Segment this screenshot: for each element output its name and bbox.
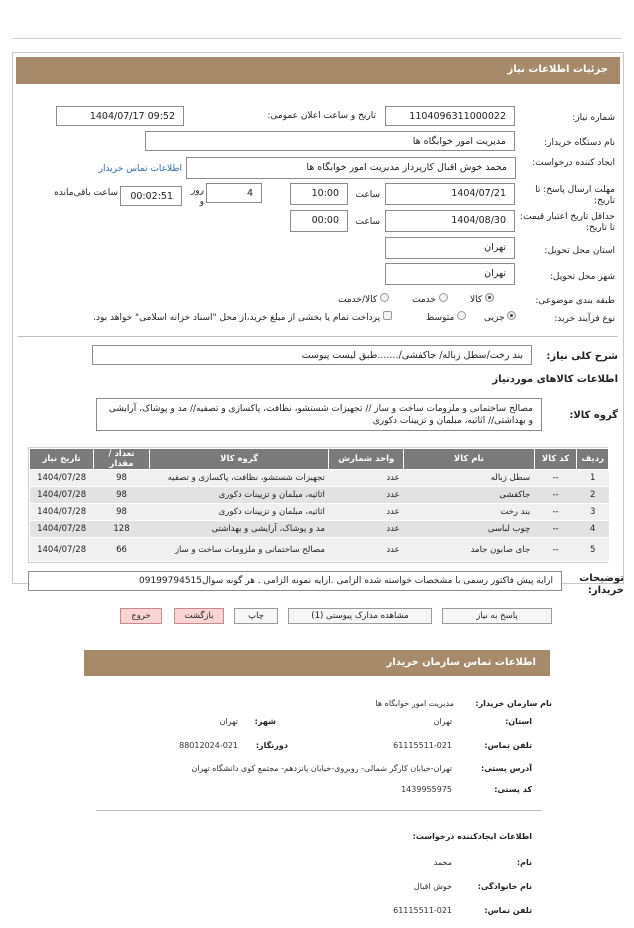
price-validity-date-field: 1404/08/30 xyxy=(385,210,515,232)
price-validity-label: حداقل تاریخ اعتبار قیمت: تا تاریخ: xyxy=(520,212,615,233)
cell-unit: عدد xyxy=(329,538,404,562)
col-header-quantity: تعداد / مقدار xyxy=(94,449,150,470)
cell-code: -- xyxy=(534,504,577,521)
cell-code: -- xyxy=(534,521,577,538)
cell-quantity: 98 xyxy=(94,504,150,521)
page-title: جزئیات اطلاعات نیاز xyxy=(16,57,620,84)
category-option-goods-service[interactable]: کالا/خدمت xyxy=(338,293,389,305)
table-row[interactable] xyxy=(30,521,609,538)
category-option-service[interactable]: خدمت xyxy=(412,293,448,305)
requester-field: محمد خوش اقبال کارپرداز مدیریت امور خوابگاه ها xyxy=(186,157,516,179)
items-table-wrapper xyxy=(28,447,608,563)
col-header-need-date: تاریخ نیاز xyxy=(30,449,94,470)
cell-name: جای صابون جامد xyxy=(404,538,534,562)
delivery-city-field: تهران xyxy=(385,263,515,285)
creator-phone-value: 61115511-021 xyxy=(393,906,452,915)
buyer-notes-label: توضیحات خریدار: xyxy=(579,573,624,596)
cell-group: تجهیزات شستشو، نظافت، پاکسازی و تصفیه xyxy=(149,470,329,487)
buyer-org-label: نام دستگاه خریدار: xyxy=(544,138,615,148)
items-section-title: اطلاعات کالاهای موردنیاز xyxy=(492,374,618,385)
cell-need-date: 1404/07/28 xyxy=(30,487,94,504)
delivery-province-field: تهران xyxy=(385,237,515,259)
table-row[interactable] xyxy=(30,470,609,487)
creator-name-value: محمد xyxy=(433,858,452,867)
cell-code: -- xyxy=(534,470,577,487)
cell-code: -- xyxy=(534,538,577,562)
contact-fax-label: دورنگار: xyxy=(255,741,288,750)
table-row[interactable] xyxy=(30,538,609,562)
creator-phone-label: تلفن تماس: xyxy=(484,906,532,915)
col-header-code: کد کالا xyxy=(534,449,577,470)
cell-group: اثاثیه، مبلمان و تزیینات دکوری xyxy=(149,487,329,504)
cell-name: سطل زباله xyxy=(404,470,534,487)
buyer-contact-link[interactable]: اطلاعات تماس خریدار xyxy=(98,164,182,174)
cell-row-number: 3 xyxy=(577,504,609,521)
cell-name: بند رخت xyxy=(404,504,534,521)
reply-deadline-label: مهلت ارسال پاسخ: تا تاریخ: xyxy=(535,185,615,206)
radio-icon xyxy=(457,311,466,320)
buyer-notes-field: ارایه پیش فاکتور رسمی با مشخصات خواسته شده الزامی .ارایه نمونه الزامی . هر گونه سوال09199794515 xyxy=(28,571,562,591)
cell-unit: عدد xyxy=(329,504,404,521)
exit-button[interactable]: خروج xyxy=(120,608,162,624)
section-divider xyxy=(18,336,618,337)
purchase-type-medium[interactable]: متوسط xyxy=(426,311,466,323)
cell-group: مد و پوشاک، آرایشی و بهداشتی xyxy=(149,521,329,538)
contact-section-title: اطلاعات تماس سازمان خریدار xyxy=(84,650,550,676)
table-row[interactable] xyxy=(30,504,609,521)
cell-row-number: 5 xyxy=(577,538,609,562)
cell-row-number: 1 xyxy=(577,470,609,487)
category-label: طبقه بندی موضوعی: xyxy=(535,296,615,306)
contact-divider xyxy=(96,810,542,811)
radio-icon xyxy=(439,293,448,302)
contact-city-value: تهران xyxy=(219,717,238,726)
contact-postal-value: 1439955975 xyxy=(401,785,452,794)
remaining-time-label: ساعت باقی‌مانده xyxy=(54,188,118,198)
contact-fax-value: 88012024-021 xyxy=(179,741,238,750)
cell-name: جاکفشی xyxy=(404,487,534,504)
cell-code: -- xyxy=(534,487,577,504)
col-header-row-number: ردیف xyxy=(577,449,609,470)
cell-unit: عدد xyxy=(329,521,404,538)
cell-quantity: 98 xyxy=(94,470,150,487)
goods-group-field: مصالح ساختمانی و ملزومات ساخت و ساز // تجهیزات شستشو، نظافت، پاکسازی و تصفیه// مد و پوشاک، آرایشی و بهداشتی// اثاثیه، مبلمان و تزیینات دکوری xyxy=(96,398,542,431)
requester-label: ایجاد کننده درخواست: xyxy=(532,158,615,168)
buyer-org-field: مدیریت امور خوابگاه ها xyxy=(145,131,515,151)
cell-quantity: 66 xyxy=(94,538,150,562)
table-header-row xyxy=(30,449,609,470)
contact-address-label: آدرس پستی: xyxy=(481,764,532,773)
cell-group: مصالح ساختمانی و ملزومات ساخت و ساز xyxy=(149,538,329,562)
top-divider xyxy=(12,38,622,39)
contact-province-label: استان: xyxy=(505,717,532,726)
contact-org-label: نام سازمان خریدار: xyxy=(475,699,552,708)
remaining-time-field: 00:02:51 xyxy=(120,186,182,206)
checkbox-icon xyxy=(383,311,392,320)
cell-row-number: 2 xyxy=(577,487,609,504)
price-validity-time-label: ساعت xyxy=(355,217,380,227)
contact-address-value: تهران-خیابان کارگر شمالی- روبروی-خیابان پانزدهم- مجتمع کوی دانشگاه تهران xyxy=(191,764,452,773)
col-header-unit: واحد شمارش xyxy=(329,449,404,470)
creator-family-label: نام خانوادگی: xyxy=(477,882,532,891)
reply-button[interactable]: پاسخ به نیاز xyxy=(442,608,552,624)
days-label: روز و xyxy=(190,186,204,207)
contact-phone-value: 61115511-021 xyxy=(393,741,452,750)
print-button[interactable]: چاپ xyxy=(234,608,278,624)
cell-row-number: 4 xyxy=(577,521,609,538)
reply-time-label: ساعت xyxy=(355,190,380,200)
cell-quantity: 98 xyxy=(94,487,150,504)
summary-label: شرح کلی نیاز: xyxy=(546,351,618,362)
cell-unit: عدد xyxy=(329,470,404,487)
need-number-label: شماره نیاز: xyxy=(572,113,615,123)
cell-group: اثاثیه، مبلمان و تزیینات دکوری xyxy=(149,504,329,521)
cell-unit: عدد xyxy=(329,487,404,504)
delivery-city-label: شهر محل تحویل: xyxy=(549,272,615,282)
reply-date-field: 1404/07/21 xyxy=(385,183,515,205)
contact-org-value: مدیریت امور خوابگاه ها xyxy=(375,699,454,708)
treasury-checkbox-row[interactable]: پرداخت تمام یا بخشی از مبلغ خرید،از محل "اسناد خزانه اسلامی" خواهد بود. xyxy=(52,311,392,323)
purchase-type-label: نوع فرآیند خرید: xyxy=(554,314,615,324)
col-header-name: نام کالا xyxy=(404,449,534,470)
announce-date-label: تاریخ و ساعت اعلان عمومی: xyxy=(267,111,376,121)
creator-family-value: خوش اقبال xyxy=(413,882,452,891)
back-button[interactable]: بازگشت xyxy=(174,608,224,624)
goods-group-label: گروه کالا: xyxy=(569,410,618,421)
contact-phone-label: تلفن تماس: xyxy=(484,741,532,750)
contact-province-value: تهران xyxy=(433,717,452,726)
radio-selected-icon xyxy=(507,311,516,320)
cell-need-date: 1404/07/28 xyxy=(30,504,94,521)
contact-postal-label: کد پستی: xyxy=(494,785,532,794)
category-option-goods[interactable]: کالا xyxy=(470,293,494,305)
price-validity-time-field: 00:00 xyxy=(290,210,348,232)
cell-need-date: 1404/07/28 xyxy=(30,521,94,538)
cell-quantity: 128 xyxy=(94,521,150,538)
creator-section-title: اطلاعات ایجادکننده درخواست: xyxy=(412,832,532,841)
items-table xyxy=(29,448,609,562)
col-header-group: گروه کالا xyxy=(149,449,329,470)
days-remaining-field: 4 xyxy=(206,183,262,203)
reply-time-field: 10:00 xyxy=(290,183,348,205)
radio-icon xyxy=(380,293,389,302)
delivery-province-label: استان محل تحویل: xyxy=(544,246,615,256)
need-number-field: 1104096311000022 xyxy=(385,106,515,126)
purchase-type-minor[interactable]: جزیی xyxy=(484,311,516,323)
cell-name: چوب لباسی xyxy=(404,521,534,538)
view-attachments-button[interactable]: مشاهده مدارک پیوستی (1) xyxy=(288,608,432,624)
radio-selected-icon xyxy=(485,293,494,302)
cell-need-date: 1404/07/28 xyxy=(30,538,94,562)
announce-date-field: 1404/07/17 09:52 xyxy=(56,106,184,126)
creator-name-label: نام: xyxy=(516,858,532,867)
table-row[interactable] xyxy=(30,487,609,504)
cell-need-date: 1404/07/28 xyxy=(30,470,94,487)
contact-city-label: شهر: xyxy=(254,717,276,726)
summary-field: بند رخت/سطل زباله/ جاکفشی/.......طبق لیست پیوست xyxy=(92,345,532,365)
